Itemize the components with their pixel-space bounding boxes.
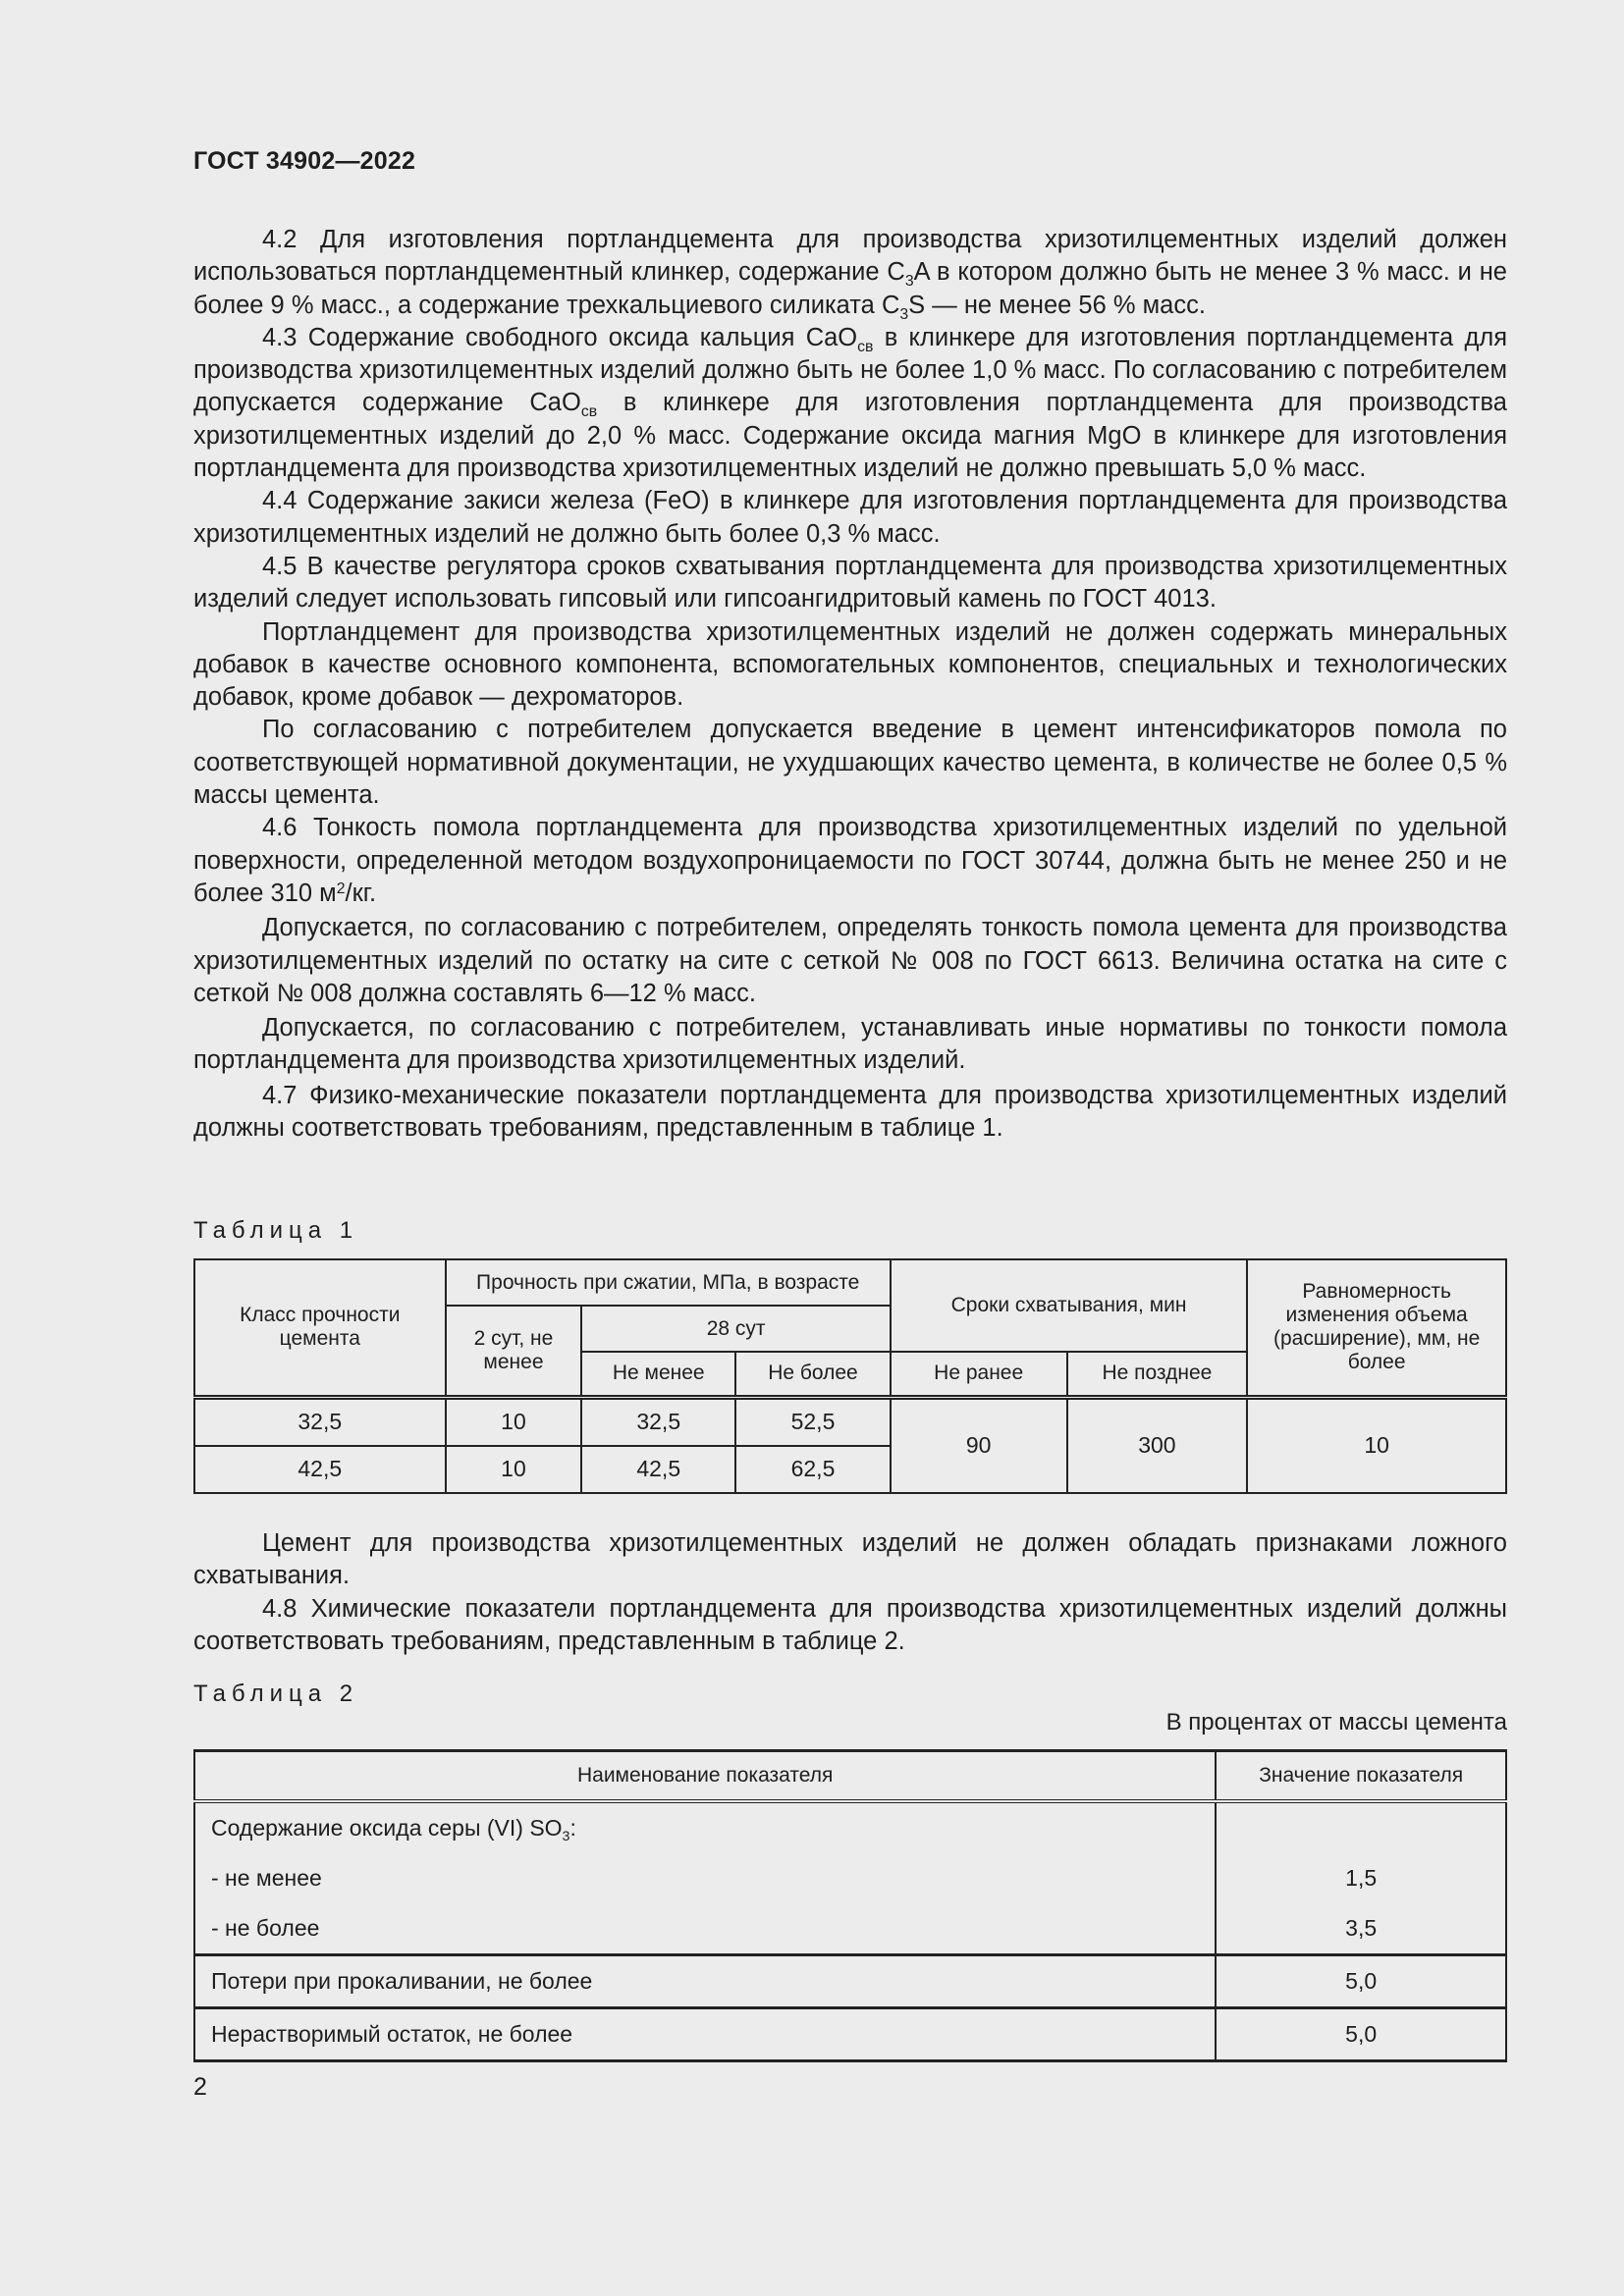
page-number: 2 [193, 2073, 207, 2101]
col-header-name: Наименование показателя [194, 1751, 1216, 1802]
paragraph-sieve-residue: Допускается, по согласованию с потребителем, определять тонкость помола цемента для производства хризотилцементных изделий по остатку на сите с сеткой № 008 по ГОСТ 6613. Величина остатка на сите с сеткой № 008 должна составлять 6—12 % масс. [193, 914, 1507, 1007]
cell-insoluble-label: Нерастворимый остаток, не более [194, 2008, 1216, 2061]
table-2 [193, 1749, 1507, 2062]
col-header-setting: Сроки схватывания, мин [891, 1259, 1247, 1352]
paragraph-intensifiers: По согласованию с потребителем допускается введение в цемент интенсификаторов помола по соответствующей нормативной документации, не ухудшающих качество цемента, в количестве не более 0,5 % массы цемента. [193, 716, 1507, 810]
cell-so3-min-label: - не менее [194, 1853, 1216, 1903]
col-header-not-later: Не позднее [1067, 1352, 1248, 1397]
body-text [193, 224, 1507, 1145]
paragraph-4-6: 4.6 Тонкость помола портландцемента для производства хризотилцементных изделий по удельной поверхности, определенной методом воздухопроницаемости по ГОСТ 30744, должна быть не менее 250 и не более 310 $м^2/кг$. [193, 814, 1507, 907]
paragraph-4-4: 4.4 Содержание закиси железа (FeO) в клинкере для изготовления портландцемента для производства хризотилцементных изделий не должно быть более 0,3 % масс. [193, 487, 1507, 548]
cell-insoluble-value: 5,0 [1216, 2008, 1506, 2061]
col-header-max: Не более [735, 1352, 891, 1397]
cell-uniformity: 10 [1247, 1397, 1506, 1493]
cell-min28: 32,5 [581, 1397, 735, 1446]
cell-max28: 52,5 [735, 1397, 891, 1446]
table2-unit-note: В процентах от массы цемента [1165, 1709, 1507, 1735]
col-header-strength: Прочность при сжатии, МПа, в возрасте [446, 1259, 891, 1306]
col-header-min: Не менее [581, 1352, 735, 1397]
cell-setting-earliest: 90 [891, 1397, 1067, 1493]
paragraph-4-5: 4.5 В качестве регулятора сроков схватывания портландцемента для производства хризотилцементных изделий следует использовать гипсовый или гипсоангидритовый камень по ГОСТ 4013. [193, 552, 1507, 614]
cell-so3-max-label: - не более [194, 1903, 1216, 1955]
paragraph-additives: Портландцемент для производства хризотилцементных изделий не должен содержать минеральных добавок в качестве основного компонента, вспомогательных компонентов, специальных и технологических добавок, кроме добавок — дехроматоров. [193, 617, 1507, 712]
cell-min28: 42,5 [581, 1446, 735, 1493]
table-row [194, 1801, 1506, 1853]
cell-setting-latest: 300 [1067, 1397, 1248, 1493]
col-header-2days: 2 сут, не менее [446, 1306, 582, 1397]
table-row [194, 1853, 1506, 1903]
body-text-after-table1 [193, 1527, 1507, 1658]
cell-class: 32,5 [194, 1397, 446, 1446]
table2-caption: Таблица 2 [193, 1681, 359, 1707]
cell-2days: 10 [446, 1446, 582, 1493]
table-row [194, 1955, 1506, 2008]
cell-loss-value: 5,0 [1216, 1955, 1506, 2008]
col-header-value: Значение показателя [1216, 1751, 1506, 1802]
paragraph-4-7: 4.7 Физико-механические показатели портландцемента для производства хризотилцементных изделий должны соответствовать требованиям, представленным в таблице 1. [193, 1081, 1507, 1143]
paragraph-4-3: 4.3 Содержание свободного оксида кальция CaO$_{св}$ в клинкере для изготовления портландцемента для производства хризотилцементных изделий должно быть не более 1,0 % масс. По согласованию с потребителем допускается содержание CaO$_{св}$ в клинкере для изготовления портландцемента для производства хризотилцементных изделий до 2,0 % масс. Содержание оксида магния MgO в клинкере для изготовления портландцемента для производства хризотилцементных изделий не должно превышать 5,0 % масс. [193, 323, 1508, 483]
col-header-uniformity: Равномерность изменения объема (расширение), мм, не более [1247, 1259, 1506, 1397]
cell-loss-label: Потери при прокаливании, не более [194, 1955, 1216, 2008]
table-row [194, 1397, 1506, 1446]
cell-2days: 10 [446, 1397, 582, 1446]
cell-class: 42,5 [194, 1446, 446, 1493]
col-header-not-earlier: Не ранее [891, 1352, 1067, 1397]
table-1 [193, 1258, 1507, 1494]
paragraph-4-2: 4.2 Для изготовления портландцемента для производства хризотилцементных изделий должен использоваться портландцементный клинкер, содержание $C_3A$ в котором должно быть не менее 3 % масс. и не более 9 % масс., а содержание трехкальциевого силиката $C_3S$ — не менее 56 % масс. [193, 226, 1507, 323]
table1-caption: Таблица 1 [193, 1217, 359, 1244]
cell-so3-label: Содержание оксида серы (VI) $SO_3$: [194, 1801, 1216, 1853]
paragraph-false-setting: Цемент для производства хризотилцементных изделий не должен обладать признаками ложного схватывания. [193, 1529, 1507, 1590]
cell-so3-max-value: 3,5 [1216, 1903, 1506, 1955]
col-header-class: Класс прочности цемента [194, 1259, 446, 1397]
paragraph-4-8: 4.8 Химические показатели портландцемента для производства хризотилцементных изделий должны соответствовать требованиям, представленным в таблице 2. [193, 1594, 1507, 1655]
col-header-28days: 28 сут [581, 1306, 890, 1352]
table-row [194, 1903, 1506, 1955]
document-header: ГОСТ 34902—2022 [193, 147, 416, 175]
paragraph-other-norms: Допускается, по согласованию с потребителем, устанавливать иные нормативы по тонкости помола портландцемента для производства хризотилцементных изделий. [193, 1014, 1507, 1075]
cell-so3-value [1216, 1801, 1506, 1853]
table-row [194, 2008, 1506, 2061]
cell-so3-min-value: 1,5 [1216, 1853, 1506, 1903]
cell-max28: 62,5 [735, 1446, 891, 1493]
